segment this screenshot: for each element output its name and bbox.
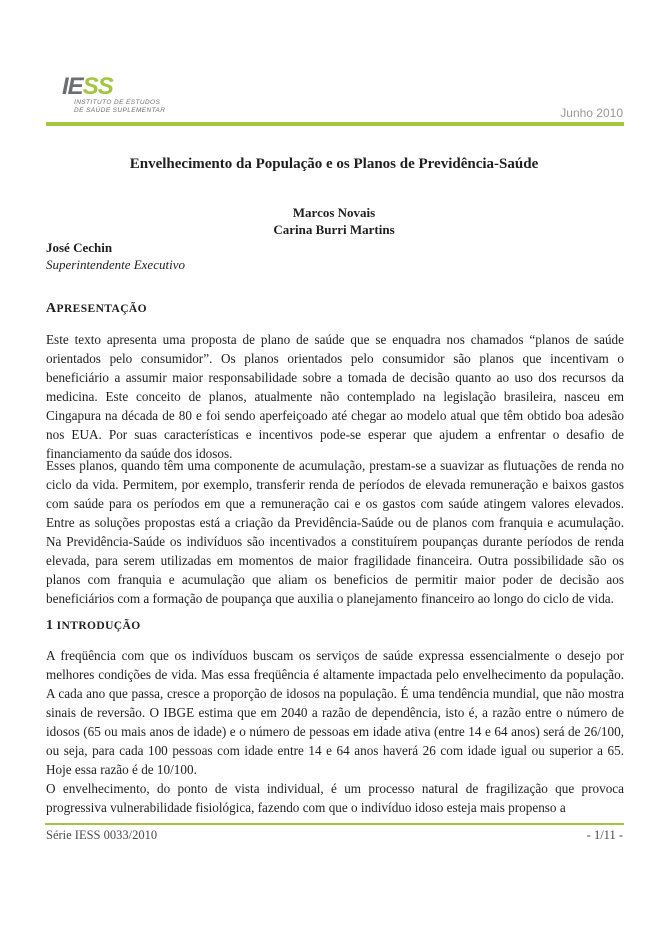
iess-logo bbox=[62, 73, 166, 114]
header-date: Junho 2010 bbox=[560, 106, 623, 120]
footer-page-number: - 1/11 - bbox=[586, 828, 623, 842]
iess-logo-wordmark bbox=[62, 73, 165, 100]
authors-centered bbox=[46, 204, 622, 238]
author-left-name: José Cechin bbox=[46, 240, 113, 255]
author-left-role: Superintendente Executivo bbox=[46, 256, 185, 272]
page-footer bbox=[46, 828, 623, 843]
paragraph: O envelhecimento, do ponto de vista individual, é um processo natural de fragilização que provoca progressiva vulnerabilidade fisiológica, fazendo com que o indivíduo idoso esteja mais propenso a bbox=[46, 781, 624, 815]
author-name: Carina Burri Martins bbox=[273, 222, 395, 237]
author-name: Marcos Novais bbox=[292, 205, 376, 220]
document-title: Envelhecimento da População e os Planos de Previdência-Saúde bbox=[129, 156, 539, 172]
logo-caption bbox=[74, 99, 165, 114]
paragraph: A freqüência com que os indivíduos buscam os serviços de saúde expressa essencialmente o desejo por melhores condições de vida. Mas essa freqüência é altamente impactada pelo envelhecimento da população. A cada ano que passa, cresce a proporção de idosos na população. É uma tendência mundial, que não mostra sinais de reversão. O IBGE estima que em 2040 a razão de dependência, isto é, a razão entre o número de idosos (65 ou mais anos de idade) e o número de pessoas em idade ativa (entre 14 e 64 anos) será de 26/100, ou seja, para cada 100 pessoas com idade entre 14 e 64 anos haverá 26 com idade igual ou superior a 65. Hoje essa razão é de 10/100. bbox=[46, 648, 624, 777]
header-green-rule bbox=[46, 122, 624, 126]
section-heading-apresentacao: APRESENTAÇÃO bbox=[46, 301, 147, 316]
logo-caption-line1: INSTITUTO DE ESTUDOS bbox=[74, 99, 161, 106]
paragraph: Esses planos, quando têm uma componente de acumulação, prestam-se a suavizar as flutuações de renda no ciclo da vida. Permitem, por exemplo, transferir renda de períodos de elevada remuneração e baixos gastos com saúde para os períodos em que a remuneração cai e os gastos com saúde atingem valores elevados. Entre as soluções propostas está a criação da Previdência-Saúde ou de planos com franquia e acumulação. Na Previdência-Saúde os indivíduos são incentivados a constituírem poupanças durante períodos de renda elevada, para serem utilizadas em momentos de maior fragilidade financeira. Outra possibilidade são os planos com franquia e acumulação que aliam os beneficios de permitir maior poder de decisão aos beneficiários com a formação de poupança que auxilia o planejamento financeiro ao longo do ciclo de vida. bbox=[46, 458, 624, 606]
footer-green-rule bbox=[45, 823, 624, 825]
paragraph: Este texto apresenta uma proposta de plano de saúde que se enquadra nos chamados “planos de saúde orientados pelo consumidor”. Os planos orientados pelo consumidor são planos que incentivam o beneficiário a assumir maior responsabilidade sobre a tomada de decisão quanto ao uso dos recursos da medicina. Este conceito de planos, atualmente não contemplado na legislação brasileira, nasceu em Cingapura na década de 80 e foi sendo aperfeiçoado até chegar ao modelo atual que têm obtido boa adesão nos EUA. Por suas características e incentivos pode-se esperar que ajudem a enfrentar o desafio de financiamento da saúde dos idosos. bbox=[46, 332, 624, 461]
logo-text-ss: SS bbox=[82, 73, 113, 100]
section-heading-introducao: 1 INTRODUÇÃO bbox=[46, 618, 141, 633]
logo-caption-line2: DE SAÚDE SUPLEMENTAR bbox=[74, 106, 166, 114]
logo-text-ie: IE bbox=[62, 73, 83, 100]
footer-series-label: Série IESS 0033/2010 bbox=[46, 828, 158, 842]
author-left-block bbox=[46, 240, 185, 273]
